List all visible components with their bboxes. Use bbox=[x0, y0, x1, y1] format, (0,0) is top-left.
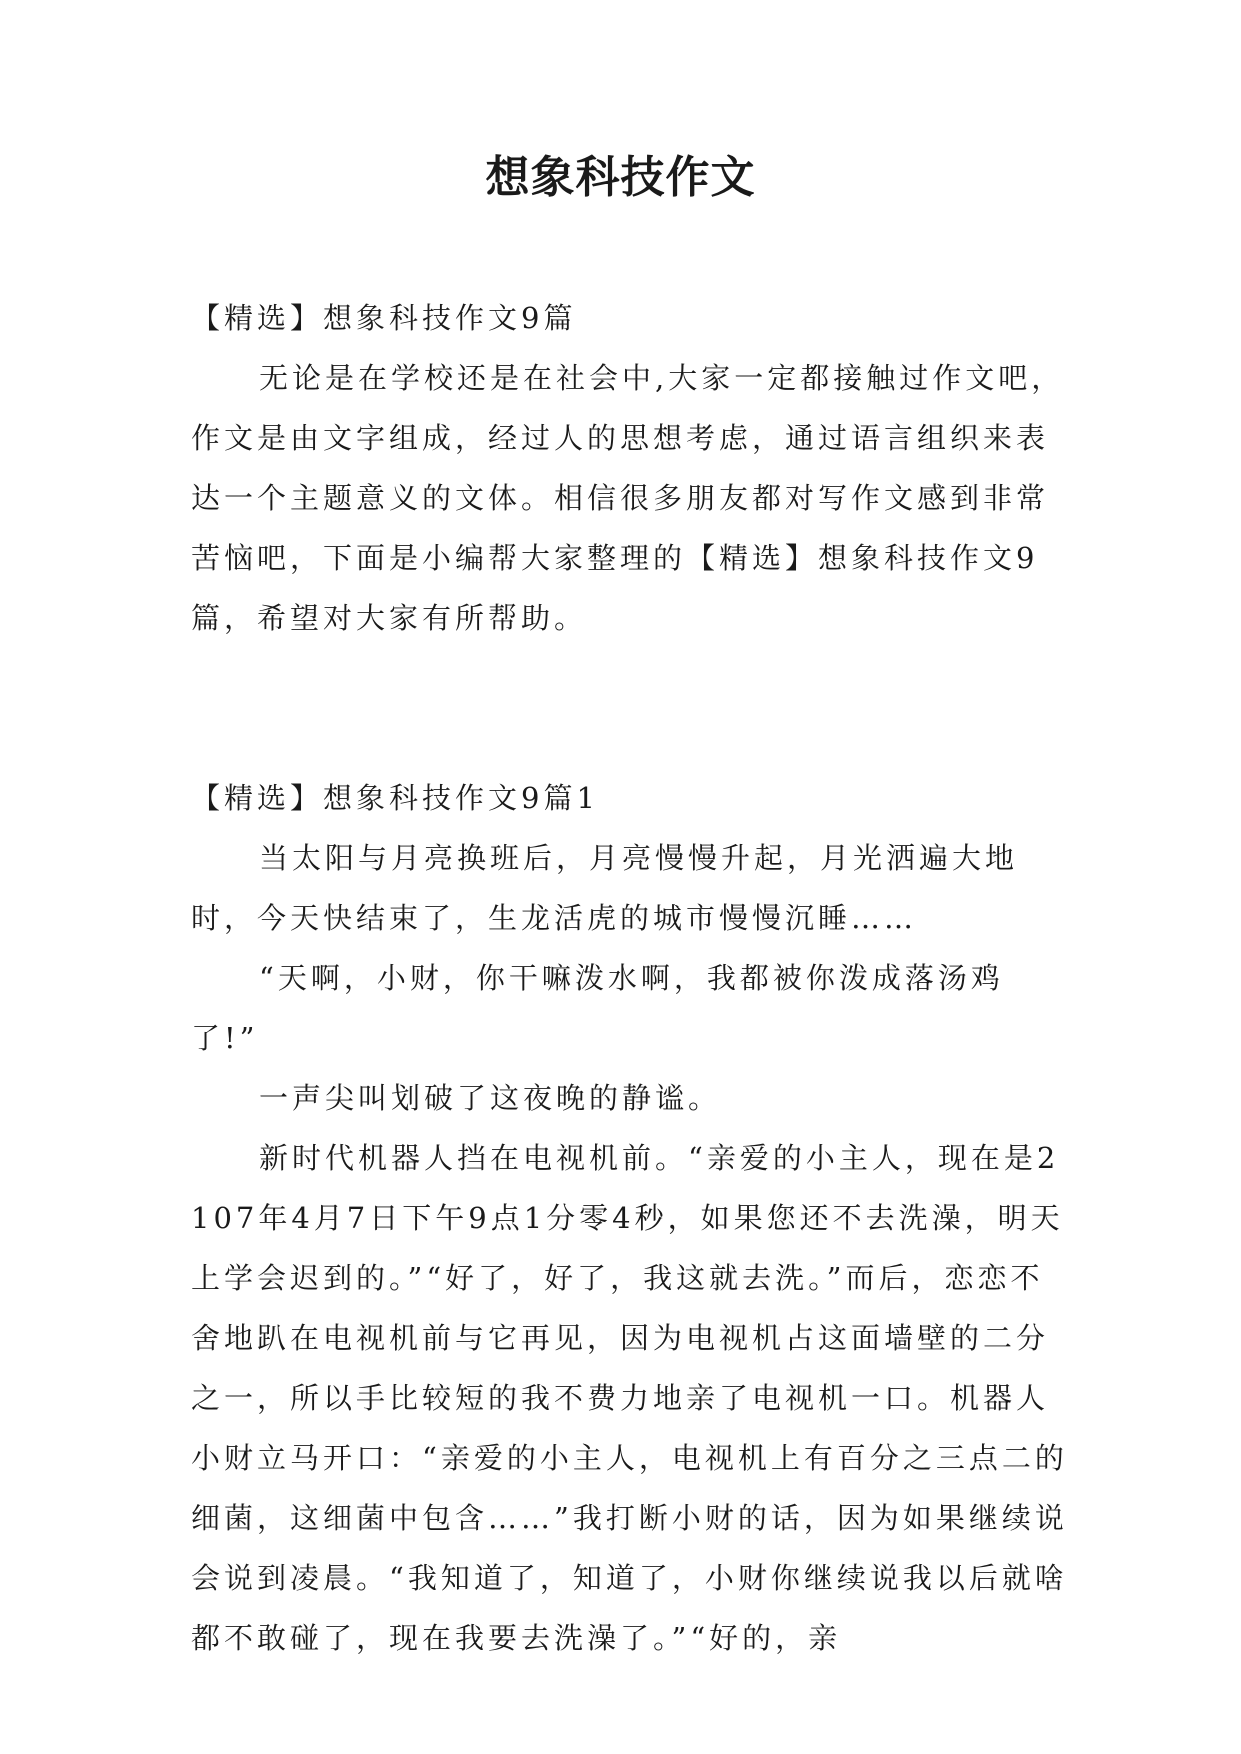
section-spacer bbox=[191, 648, 1071, 768]
intro-paragraph: 无论是在学校还是在社会中,大家一定都接触过作文吧，作文是由文字组成，经过人的思想考虑，通过语言组织来表达一个主题意义的文体。相信很多朋友都对写作文感到非常苦恼吧，下面是小编帮大家整理的【精选】想象科技作文9篇，希望对大家有所帮助。 bbox=[191, 361, 1065, 635]
story-paragraph: 一声尖叫划破了这夜晚的静谧。 bbox=[259, 1081, 722, 1115]
story-paragraph: “天啊，小财，你干嘛泼水啊，我都被你泼成落汤鸡了!” bbox=[191, 961, 1004, 1055]
story-paragraph: 当太阳与月亮换班后，月亮慢慢升起，月光洒遍大地时，今天快结束了，生龙活虎的城市慢慢沉睡…… bbox=[191, 841, 1019, 935]
document-body bbox=[191, 288, 1071, 1668]
document-title: 想象科技作文 bbox=[485, 152, 756, 203]
section-heading: 【精选】想象科技作文9篇1 bbox=[191, 781, 599, 815]
intro-heading: 【精选】想象科技作文9篇 bbox=[191, 301, 577, 335]
story-paragraph: 新时代机器人挡在电视机前。“亲爱的小主人，现在是2107年4月7日下午9点1分零4秒，如果您还不去洗澡，明天上学会迟到的。”“好了，好了，我这就去洗。”而后，恋恋不舍地趴在电视机前与它再见，因为电视机占这面墙壁的二分之一，所以手比较短的我不费力地亲了电视机一口。机器人小财立马开口：“亲爱的小主人，电视机上有百分之三点二的细菌，这细菌中包含……”我打断小财的话，因为如果继续说会说到凌晨。“我知道了，知道了，小财你继续说我以后就啥都不敢碰了，现在我要去洗澡了。”“好的，亲 bbox=[191, 1141, 1068, 1655]
